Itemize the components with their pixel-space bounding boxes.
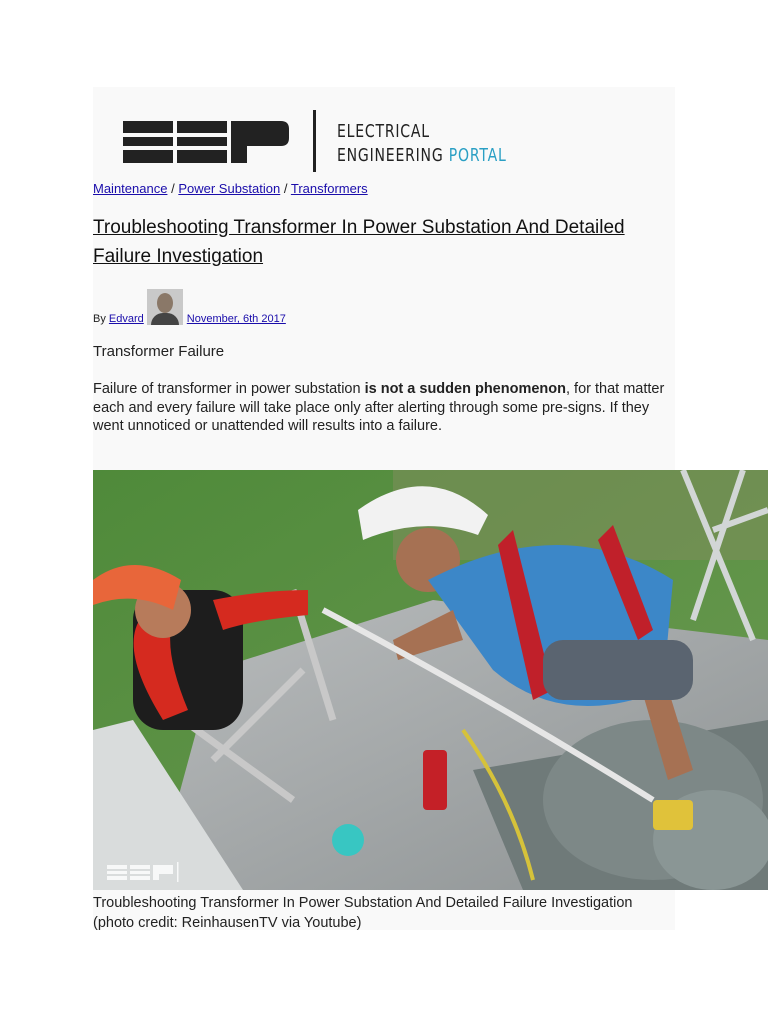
para-part-1: Failure of transformer in power substation xyxy=(93,381,365,397)
photo-caption: Troubleshooting Transformer In Power Substation And Detailed Failure Investigation (photo credit: ReinhausenTV via Youtube) xyxy=(93,895,633,931)
by-label: By xyxy=(93,313,106,325)
section-heading: Transformer Failure xyxy=(93,343,225,360)
byline xyxy=(93,285,286,325)
breadcrumb xyxy=(93,181,368,196)
logo-line-2a: ENGINEERING xyxy=(337,145,444,166)
author-link[interactable]: Edvard xyxy=(108,313,144,325)
logo-wordmark xyxy=(337,120,507,168)
breadcrumb-separator: / xyxy=(283,181,288,196)
logo-line-2b: PORTAL xyxy=(448,145,507,166)
logo-line-1: ELECTRICAL xyxy=(337,121,430,142)
site-logo[interactable] xyxy=(123,110,513,172)
breadcrumb-maintenance[interactable]: Maintenance xyxy=(93,181,168,196)
intro-paragraph xyxy=(93,380,678,436)
breadcrumb-power-substation[interactable]: Power Substation xyxy=(178,181,281,196)
page-title[interactable]: Troubleshooting Transformer In Power Substation And Detailed Failure Investigation xyxy=(93,217,625,267)
para-bold: is not a sudden phenomenon xyxy=(364,381,566,397)
para-part-2: , for that matter each and every failure will take place only after alerting through some pre-signs. If they went unnoticed or unattended will results into a failure. xyxy=(93,381,665,434)
workers-on-transformer-image xyxy=(93,470,768,890)
author-avatar[interactable] xyxy=(147,289,183,325)
breadcrumb-separator: / xyxy=(171,181,175,196)
breadcrumb-transformers[interactable]: Transformers xyxy=(290,181,368,196)
eep-logo-icon xyxy=(123,110,323,172)
article-photo xyxy=(93,470,768,890)
date-link[interactable]: November, 6th 2017 xyxy=(186,313,286,325)
